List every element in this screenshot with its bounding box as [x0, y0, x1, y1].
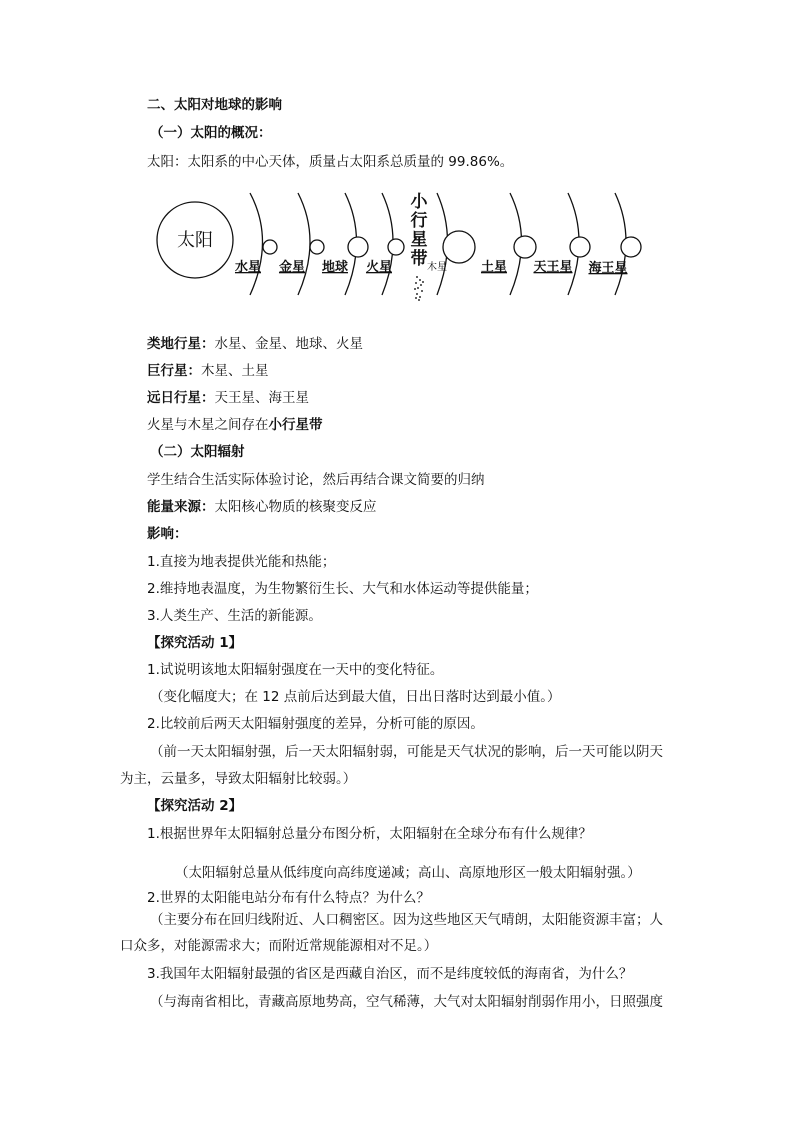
asteroid-belt-char-1: 小 — [410, 192, 428, 212]
planet-mars — [388, 239, 404, 255]
subsection-sun-overview: （一）太阳的概况： — [150, 125, 272, 141]
far-label: 远日行星： — [147, 390, 215, 406]
sun-label: 太阳 — [177, 230, 213, 251]
solar-system-diagram — [150, 185, 650, 315]
asteroid-belt-dots — [414, 276, 424, 301]
activity1-title: 【探究活动 1】 — [147, 635, 243, 651]
orbit-mercury — [250, 193, 263, 295]
giant-label: 巨行星： — [147, 363, 201, 379]
activity2-q3: 3.我国年太阳辐射最强的省区是西藏自治区，而不是纬度较低的海南省，为什么？ — [147, 966, 633, 982]
label-uranus: 天王星 — [533, 260, 573, 275]
activity1-a1: （变化幅度大；在 12 点前后达到最大值，日出日落时达到最小值。） — [150, 689, 561, 705]
activity1-a2-line1: （前一天太阳辐射强，后一天太阳辐射弱，可能是天气状况的影响，后一天可能以阴天 — [150, 744, 663, 760]
far-value: 天王星、海王星 — [214, 390, 309, 406]
label-mercury: 水星 — [234, 260, 262, 275]
activity1-q2: 2.比较前后两天太阳辐射强度的差异，分析可能的原因。 — [147, 716, 484, 732]
terrestrial-label: 类地行星： — [147, 336, 215, 352]
label-earth: 地球 — [321, 260, 349, 275]
impact-label: 影响： — [147, 526, 188, 542]
activity2-a2-line1: （主要分布在回归线附近、人口稠密区。因为这些地区天气晴朗，太阳能资源丰富；人 — [150, 912, 663, 928]
activity2-a1: （太阳辐射总量从低纬度向高纬度递减；高山、高原地形区一般太阳辐射强。） — [175, 865, 641, 881]
giant-planets — [147, 362, 269, 380]
terrestrial-planets — [147, 335, 363, 353]
subsection-radiation: （二）太阳辐射 — [150, 444, 245, 460]
label-jupiter: 木星 — [427, 262, 447, 273]
activity1-q1: 1.试说明该地太阳辐射强度在一天中的变化特征。 — [147, 662, 444, 678]
planet-venus — [310, 240, 324, 254]
activity2-a2-line2: 口众多，对能源需求大；而附近常规能源相对不足。） — [120, 938, 438, 954]
belt-note-text: 火星与木星之间存在 — [147, 417, 269, 433]
planet-uranus — [570, 237, 590, 257]
asteroid-belt-char-4: 带 — [410, 249, 428, 269]
asteroid-belt-note — [147, 416, 323, 434]
section-title: 二、太阳对地球的影响 — [147, 97, 282, 113]
planet-neptune — [621, 237, 641, 257]
energy-label: 能量来源： — [147, 499, 215, 515]
label-neptune: 海王星 — [588, 261, 628, 276]
orbit-venus — [298, 193, 310, 295]
radiation-discuss: 学生结合生活实际体验讨论，然后再结合课文简要的归纳 — [147, 472, 485, 488]
energy-value: 太阳核心物质的核聚变反应 — [214, 499, 377, 515]
activity2-a3: （与海南省相比，青藏高原地势高，空气稀薄，大气对太阳辐射削弱作用小，日照强度 — [150, 994, 663, 1010]
planet-saturn — [514, 236, 536, 258]
impact-item-1: 1.直接为地表提供光能和热能； — [147, 554, 336, 570]
activity2-title: 【探究活动 2】 — [147, 798, 243, 814]
label-saturn: 土星 — [480, 260, 508, 275]
belt-note-bold: 小行星带 — [268, 417, 323, 433]
impact-item-2: 2.维持地表温度，为生物繁衍生长、大气和水体运动等提供能量； — [147, 581, 538, 597]
asteroid-belt-char-3: 星 — [410, 230, 428, 250]
label-venus: 金星 — [278, 260, 306, 275]
asteroid-belt-char-2: 行 — [410, 211, 428, 231]
activity2-q1: 1.根据世界年太阳辐射总量分布图分析，太阳辐射在全球分布有什么规律？ — [147, 826, 592, 842]
sun-intro: 太阳：太阳系的中心天体，质量占太阳系总质量的 99.86%。 — [147, 154, 514, 170]
energy-source — [147, 498, 377, 516]
planet-mercury — [263, 240, 277, 254]
planet-earth — [348, 237, 368, 257]
far-planets — [147, 389, 309, 407]
giant-value: 木星、土星 — [201, 363, 269, 379]
label-mars: 火星 — [365, 260, 393, 275]
planet-jupiter — [443, 231, 475, 263]
activity2-q2: 2.世界的太阳能电站分布有什么特点？为什么？ — [147, 890, 430, 906]
impact-item-3: 3.人类生产、生活的新能源。 — [147, 608, 322, 624]
terrestrial-value: 水星、金星、地球、火星 — [214, 336, 363, 352]
activity1-a2-line2: 为主，云量多，导致太阳辐射比较弱。） — [120, 771, 357, 787]
